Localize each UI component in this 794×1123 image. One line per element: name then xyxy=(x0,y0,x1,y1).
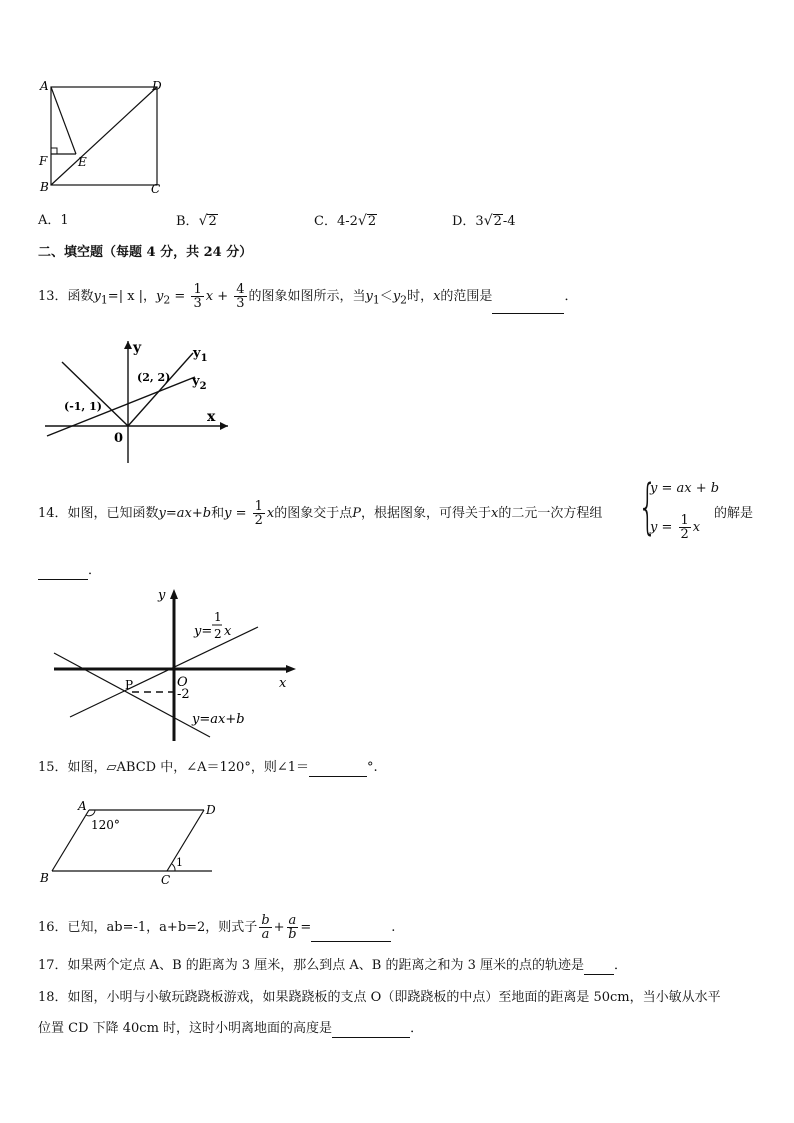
q14-x2: x xyxy=(491,506,499,521)
option-b xyxy=(176,212,218,231)
fig13-point-22: (2, 2) xyxy=(137,371,171,384)
q13-cond-a: y xyxy=(365,289,373,304)
q14-answer-line xyxy=(38,562,101,580)
q16-frac1 xyxy=(259,914,271,941)
x-axis-arrow xyxy=(286,665,296,673)
q16-answer-blank[interactable] xyxy=(311,927,391,942)
label-B: B xyxy=(40,871,49,885)
label-angle-120: 120° xyxy=(91,818,120,832)
fig14-top-label-pre: y= xyxy=(194,624,213,639)
q17-end: ． xyxy=(614,958,628,973)
figure-parallelogram xyxy=(36,796,221,888)
fig14-y-label: y xyxy=(158,588,166,603)
q14-x: x xyxy=(266,506,275,521)
diagonal-bd xyxy=(51,87,157,185)
brace-icon: { xyxy=(638,472,658,542)
q13-mid: 的图象如图所示，当 xyxy=(248,289,366,304)
q14-sys-eq1: y = ax + b xyxy=(650,481,720,496)
label-D: D xyxy=(152,79,162,93)
question-17 xyxy=(38,957,627,975)
question-14 xyxy=(38,500,602,527)
q14-prefix: 14．如图，已知函数 xyxy=(38,506,159,521)
label-A: A xyxy=(78,799,87,813)
q16-prefix: 16．已知，ab=-1，a+b=2，则式子 xyxy=(38,920,258,935)
angle-1-arc xyxy=(172,864,175,871)
label-C: C xyxy=(151,182,161,196)
fig13-y1: y xyxy=(193,346,201,361)
label-F: F xyxy=(39,154,48,168)
q14-frac-num: 1 xyxy=(254,499,263,514)
q14-frac-den: 2 xyxy=(254,513,263,528)
label-A: A xyxy=(40,79,49,93)
option-a: A．1 xyxy=(38,213,69,228)
fig14-top-label-x: x xyxy=(224,624,232,639)
q16-frac2-den: b xyxy=(288,927,297,942)
q13-cond-b-sub: 2 xyxy=(400,293,408,307)
fig14-O-label: O xyxy=(177,675,188,690)
sqrt-icon: √ xyxy=(198,213,208,229)
fig14-x-label: x xyxy=(279,676,287,691)
q14-frac xyxy=(253,500,265,527)
q18-end: ． xyxy=(410,1021,424,1036)
section-title: 二、填空题（每题 4 分，共 24 分） xyxy=(38,245,253,260)
question-15 xyxy=(38,759,378,777)
q13-tail: 的范围是 xyxy=(440,289,493,304)
q14-sys2-num: 1 xyxy=(680,513,689,528)
segment-ae xyxy=(51,87,76,154)
q14-mid3: 的二元一次方程组 xyxy=(498,506,603,521)
q15-end: °. xyxy=(366,760,378,775)
q14-sys-eq2 xyxy=(650,514,700,541)
q13-y2-sub: 2 xyxy=(163,293,171,307)
option-b-prefix: B． xyxy=(176,214,199,229)
x-axis-arrow xyxy=(220,422,228,430)
q18-line2-text: 位置 CD 下降 40cm 时，这时小明离地面的高度是 xyxy=(38,1021,333,1036)
q13-eq: = xyxy=(170,289,190,304)
option-c-radicand: 2 xyxy=(367,214,377,229)
q14-answer-blank[interactable] xyxy=(38,565,88,580)
sqrt-icon: √ xyxy=(357,213,367,229)
label-E: E xyxy=(78,155,87,169)
side-dc xyxy=(167,810,204,871)
option-d-suffix: -4 xyxy=(502,214,516,229)
label-D: D xyxy=(206,803,216,817)
q14-sys2-den: 2 xyxy=(680,527,689,542)
q14-mid2: ，根据图象，可得关于 xyxy=(361,506,492,521)
q13-frac2 xyxy=(234,283,246,310)
fig13-y1-label xyxy=(192,346,208,364)
question-18-line2 xyxy=(38,1020,423,1038)
q13-frac1-num: 1 xyxy=(193,282,202,297)
fig13-point-m11: (-1, 1) xyxy=(64,400,102,413)
fig13-y2: y xyxy=(192,374,200,389)
fig13-y2-sub: 2 xyxy=(199,381,207,392)
question-13 xyxy=(38,283,577,314)
q13-cond-b: y xyxy=(392,289,401,304)
option-c-prefix: C．4-2 xyxy=(314,214,358,229)
fig13-y2-label xyxy=(191,374,207,392)
q16-frac1-num: b xyxy=(261,913,270,928)
q14-tail: 的解是 xyxy=(714,506,754,521)
label-C: C xyxy=(161,873,171,887)
figure-q14-graph xyxy=(50,585,300,745)
q14-sys2-pre: y = xyxy=(650,520,677,535)
right-angle-mark xyxy=(51,148,57,154)
q15-text: 15．如图，▱ABCD 中，∠A＝120°，则∠1＝ xyxy=(38,760,309,775)
q14-sys2-x: x xyxy=(692,520,701,535)
q13-mid2: 时， xyxy=(407,289,434,304)
fig13-y1-sub: 1 xyxy=(200,353,208,364)
q16-frac1-den: a xyxy=(261,927,270,942)
q13-xplus: x + xyxy=(205,289,233,304)
q13-frac1 xyxy=(191,283,203,310)
q14-and: 和 xyxy=(211,506,225,521)
figure-q13-graph xyxy=(40,335,245,465)
q17-answer-blank[interactable] xyxy=(584,960,614,975)
side-ab xyxy=(52,810,89,871)
question-18-line1: 18．如图，小明与小敏玩跷跷板游戏，如果跷跷板的支点 O（即跷跷板的中点）至地面的距离是 50cm，当小敏从水平 xyxy=(38,990,721,1005)
option-d-radicand: 2 xyxy=(493,214,502,229)
q13-x: x xyxy=(433,289,441,304)
q16-frac2-num: a xyxy=(288,913,297,928)
q14-yeq: y = xyxy=(224,506,251,521)
question-16 xyxy=(38,914,395,942)
q17-text: 17．如果两个定点 A、B 的距离为 3 厘米，那么到点 A、B 的距离之和为 3 厘米的点的轨迹是 xyxy=(38,958,585,973)
q13-prefix: 13．函数 xyxy=(38,289,94,304)
fig14-P-label: P xyxy=(125,678,134,692)
q18-answer-blank[interactable] xyxy=(332,1023,410,1038)
q13-abs: =| x |， xyxy=(107,289,157,304)
q16-frac2 xyxy=(287,914,299,941)
figure-square-abcd xyxy=(34,78,169,198)
y-axis-arrow xyxy=(170,589,178,599)
q13-y2: y xyxy=(156,289,164,304)
fig14-top-label-num: 1 xyxy=(214,610,222,624)
q16-eq: = xyxy=(300,920,312,935)
option-d-prefix: D．3 xyxy=(452,214,484,229)
q13-answer-blank[interactable] xyxy=(492,299,564,314)
line-y1-right xyxy=(128,353,193,426)
fig13-x-label: x xyxy=(207,409,216,425)
q14-mid: 的图象交于点 xyxy=(274,506,353,521)
option-c xyxy=(314,212,377,231)
q13-cond-a-sub: 1 xyxy=(372,293,380,307)
q13-frac2-den: 3 xyxy=(236,296,245,311)
option-b-radicand: 2 xyxy=(208,214,217,229)
label-B: B xyxy=(40,180,49,194)
q13-y1: y xyxy=(93,289,101,304)
fig14-top-label-den: 2 xyxy=(214,627,222,641)
q14-end: ． xyxy=(88,563,102,578)
sqrt-icon: √ xyxy=(483,213,493,229)
q14-f1: y=ax+b xyxy=(158,506,212,521)
q13-y1-sub: 1 xyxy=(100,293,108,307)
q13-frac2-num: 4 xyxy=(236,282,245,297)
q14-P: P xyxy=(352,506,362,521)
option-d xyxy=(452,212,516,231)
q15-answer-blank[interactable] xyxy=(309,762,367,777)
y-axis-arrow xyxy=(124,341,132,349)
fig13-y-label: y xyxy=(133,340,142,356)
q13-frac1-den: 3 xyxy=(193,296,202,311)
fig14-neg2-label: -2 xyxy=(177,687,190,702)
q13-cond-lt: ＜ xyxy=(379,289,393,304)
q13-end: ． xyxy=(564,289,578,304)
fig14-bottom-label: y=ax+b xyxy=(192,712,245,727)
q14-sys2-frac xyxy=(679,514,691,541)
q16-end: . xyxy=(391,920,396,935)
label-angle-1: 1 xyxy=(176,856,183,869)
q16-plus: + xyxy=(273,920,285,935)
line-half-x xyxy=(70,627,258,717)
fig13-origin: 0 xyxy=(114,431,124,446)
